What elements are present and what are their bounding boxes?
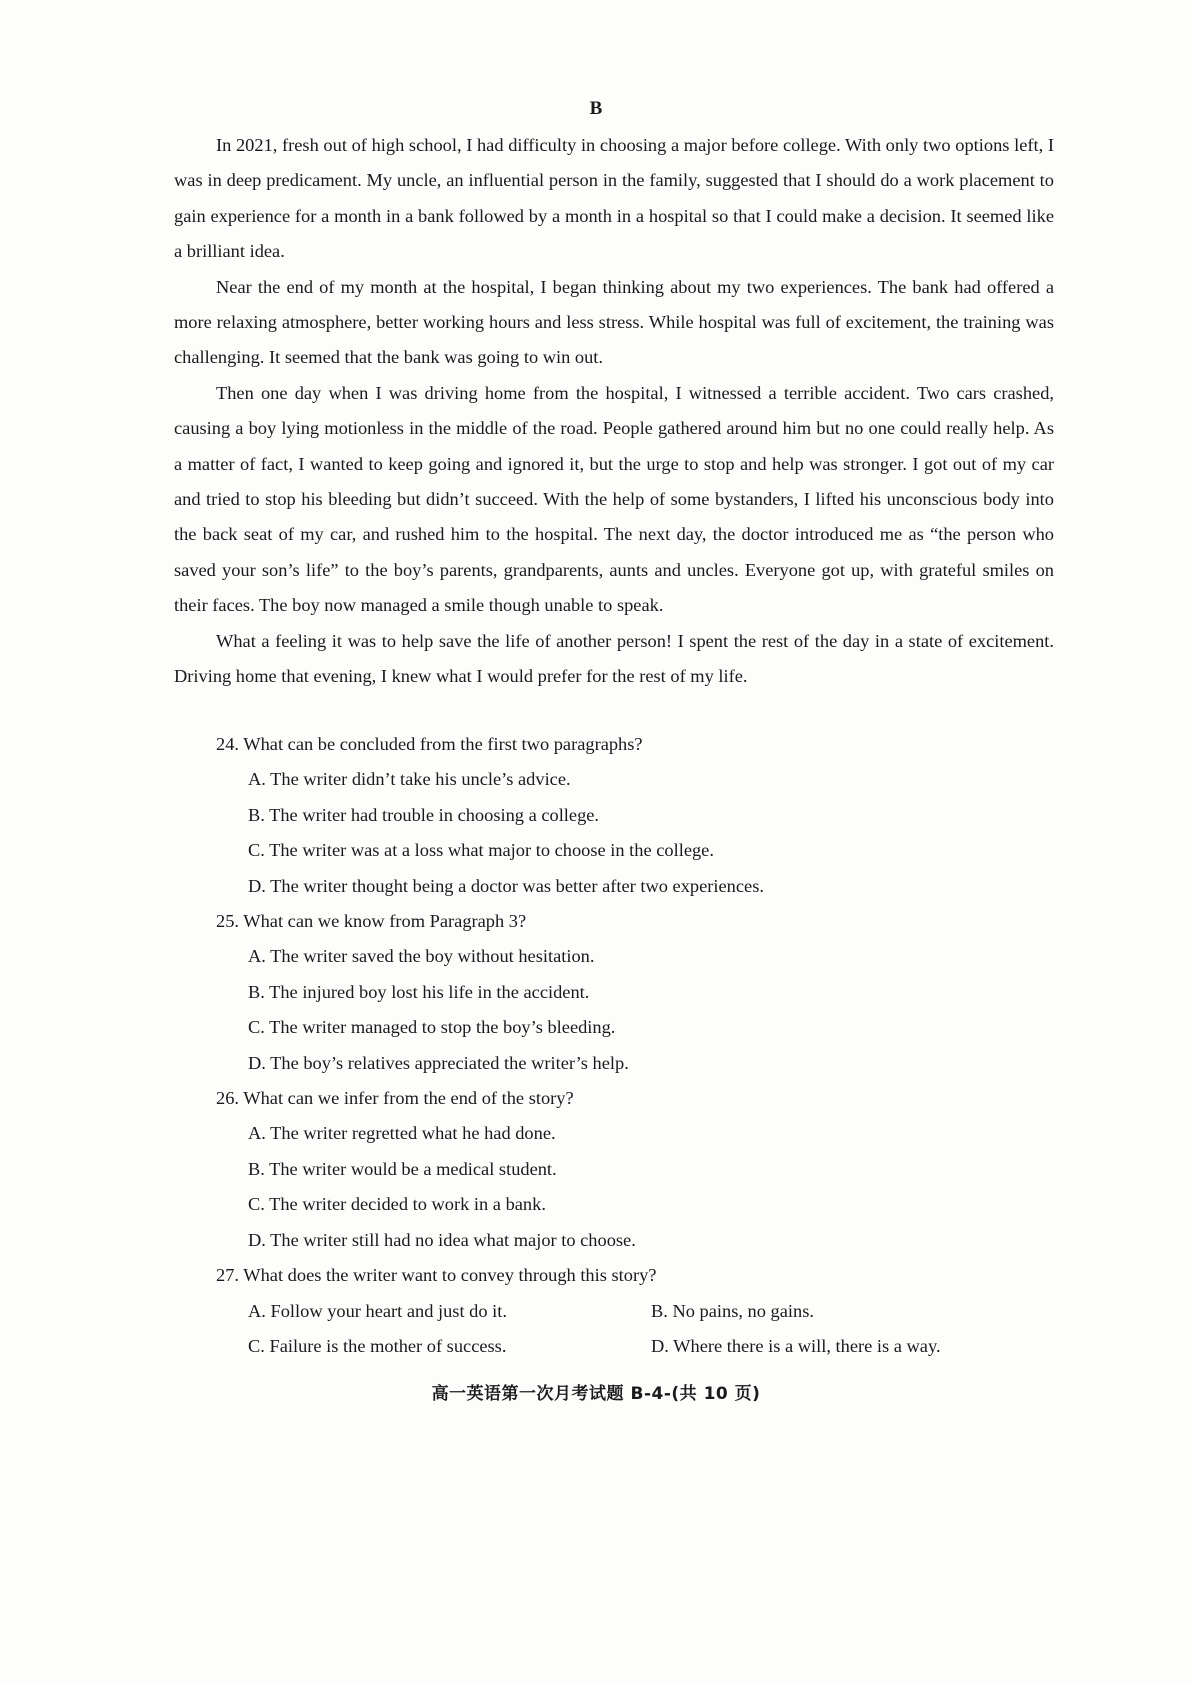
paragraph: In 2021, fresh out of high school, I had difficulty in choosing a major before college. With only two options left, I was in deep predicament. My uncle, an influential person in the family, suggested that I should do a work placement to gain experience for a month in a bank followed by a month in a hospital so that I could make a decision. It seemed like a brilliant idea.	[174, 135, 1054, 262]
question-stem: 24. What can be concluded from the first two paragraphs?	[216, 734, 643, 754]
answer-option: A. The writer regretted what he had done.	[248, 1123, 556, 1144]
answer-option: D. The writer thought being a doctor was better after two experiences.	[248, 875, 764, 896]
paragraph: What a feeling it was to help save the life of another person! I spent the rest of the day in a state of excitement. Driving home that evening, I knew what I would prefer for the rest of my life.	[174, 630, 1054, 687]
answer-option: B. The writer would be a medical student.	[248, 1158, 557, 1179]
question-stem: 27. What does the writer want to convey through this story?	[216, 1265, 657, 1286]
question-stem: 25. What can we know from Paragraph 3?	[216, 911, 527, 932]
answer-option: D. The boy’s relatives appreciated the writer’s help.	[248, 1052, 629, 1073]
answer-option-row	[174, 1329, 1054, 1364]
question-list	[174, 727, 1054, 1364]
page-footer: 高一英语第一次月考试题 B-4-(共 10 页)	[431, 1384, 761, 1404]
question-27	[174, 1258, 1054, 1364]
question-25	[174, 904, 1054, 1081]
answer-option: A. The writer saved the boy without hesitation.	[248, 946, 595, 967]
answer-option: C. The writer managed to stop the boy’s bleeding.	[248, 1017, 616, 1038]
paragraph: Then one day when I was driving home from the hospital, I witnessed a terrible accident. Two cars crashed, causing a boy lying motionless in the middle of the road. People gathered around him but no one could really help. As a matter of fact, I wanted to keep going and ignored it, but the urge to stop and help was stronger. I got out of my car and tried to stop his bleeding but didn’t succeed. With the help of some bystanders, I lifted his unconscious body into the back seat of my car, and rushed him to the hospital. The next day, the doctor introduced me as “the person who saved your son’s life” to the boy’s parents, grandparents, aunts and uncles. Everyone got up, with grateful smiles on their faces. The boy now managed a smile though unable to speak.	[174, 382, 1054, 616]
paragraph: Near the end of my month at the hospital, I began thinking about my two experiences. The bank had offered a more relaxing atmosphere, better working hours and less stress. While hospital was full of excitement, the training was challenging. It seemed that the bank was going to win out.	[174, 276, 1054, 368]
answer-option: D. Where there is a will, there is a way.	[651, 1335, 941, 1356]
answer-option: B. No pains, no gains.	[651, 1300, 814, 1321]
reading-passage	[174, 128, 1054, 695]
answer-option-row	[174, 1294, 1054, 1329]
answer-option: C. The writer decided to work in a bank.	[248, 1194, 546, 1215]
answer-option: B. The writer had trouble in choosing a college.	[248, 804, 600, 825]
answer-option: D. The writer still had no idea what major to choose.	[248, 1229, 636, 1250]
answer-option: C. The writer was at a loss what major to choose in the college.	[248, 840, 714, 861]
question-stem: 26. What can we infer from the end of the story?	[216, 1088, 574, 1109]
answer-option: C. Failure is the mother of success.	[248, 1335, 507, 1356]
section-heading: B	[589, 98, 603, 119]
question-24	[174, 727, 1054, 904]
answer-option: A. The writer didn’t take his uncle’s advice.	[248, 769, 571, 790]
answer-option: A. Follow your heart and just do it.	[248, 1300, 507, 1321]
question-26	[174, 1081, 1054, 1258]
answer-option: B. The injured boy lost his life in the accident.	[248, 981, 590, 1002]
